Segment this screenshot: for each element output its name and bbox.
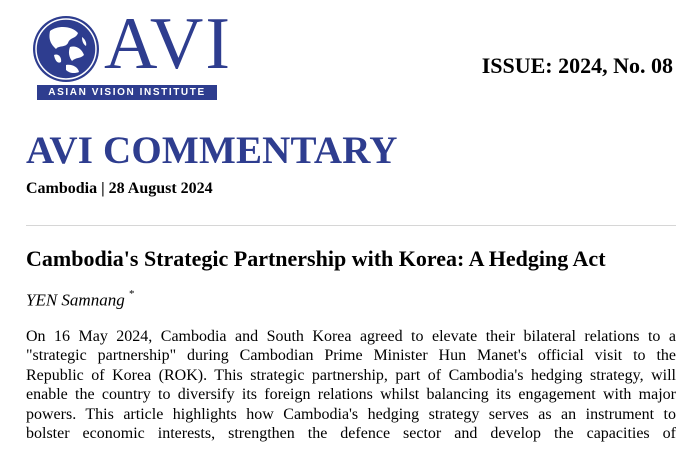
dateline: Cambodia | 28 August 2024	[26, 180, 213, 197]
author-byline	[26, 290, 134, 311]
logo-tagline: ASIAN VISION INSTITUTE	[37, 85, 217, 100]
author-footnote-mark: *	[128, 288, 135, 300]
issue-number: ISSUE: 2024, No. 08	[481, 53, 673, 78]
article-body	[26, 327, 676, 443]
body-line: enable the country to diversify its foreign relations whilst balancing its engagement with major	[26, 386, 676, 404]
body-line: "strategic partnership" during Cambodian Prime Minister Hun Manet's official visit to the	[26, 347, 676, 365]
logo-wordmark: AVI	[104, 3, 232, 85]
globe-icon	[32, 15, 100, 83]
avi-logo	[32, 3, 232, 99]
body-line: On 16 May 2024, Cambodia and South Korea agreed to elevate their bilateral relations to a	[26, 328, 676, 345]
body-line: powers. This article highlights how Cambodia's hedging strategy serves as an instrument to	[26, 405, 676, 423]
author-name: YEN Samnang	[26, 290, 125, 310]
divider	[26, 225, 676, 226]
article-title: Cambodia's Strategic Partnership with Korea: A Hedging Act	[26, 246, 606, 271]
series-title: AVI COMMENTARY	[26, 129, 398, 172]
body-line: bolster economic interests, strengthen the defence sector and develop the capacities of	[26, 425, 676, 443]
body-line: Republic of Korea (ROK). This strategic partnership, part of Cambodia's hedging strategy, will	[26, 366, 676, 384]
